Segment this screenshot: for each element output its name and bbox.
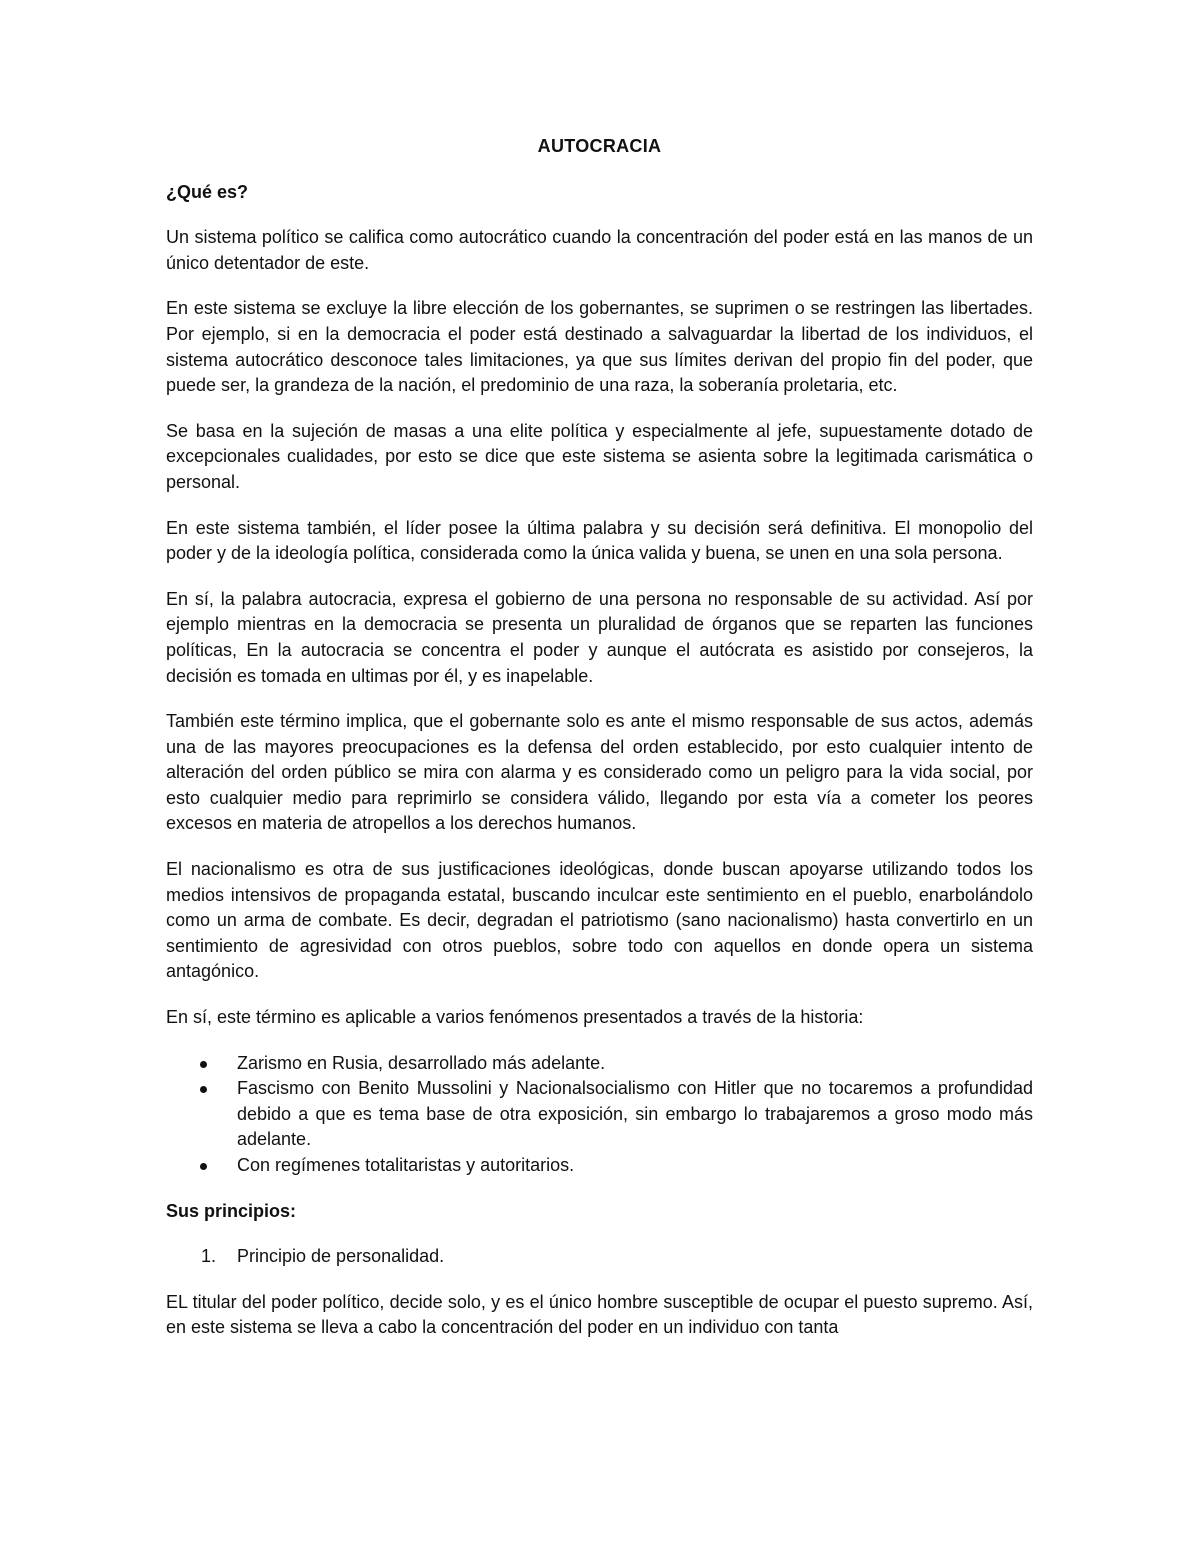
section-subtitle: ¿Qué es? xyxy=(166,181,249,202)
paragraph: En este sistema se excluye la libre elección de los gobernantes, se suprimen o se restringen las libertades. Por ejemplo, si en la democracia el poder está destinado a salvaguardar la libertad de los individuos, el sistema autocrático desconoce tales limitaciones, ya que sus límites derivan del propio fin del poder, que puede ser, la grandeza de la nación, el predominio de una raza, la soberanía proletaria, etc. xyxy=(166,298,1033,396)
paragraph: El nacionalismo es otra de sus justificaciones ideológicas, donde buscan apoyarse utilizando todos los medios intensivos de propaganda estatal, buscando inculcar este sentimiento en el pueblo, enarbolándolo como un arma de combate. Es decir, degradan el patriotismo (sano nacionalismo) hasta convertirlo en un sentimiento de agresividad con otros pueblos, sobre todo con aquellos en donde opera un sistema antagónico. xyxy=(166,859,1033,982)
item-number: 1. xyxy=(201,1246,217,1267)
paragraph: Un sistema político se califica como autocrático cuando la concentración del poder está en las manos de un único detentador de este. xyxy=(166,227,1033,273)
document-title: AUTOCRACIA xyxy=(537,136,662,156)
paragraph: En sí, la palabra autocracia, expresa el gobierno de una persona no responsable de su actividad. Así por ejemplo mientras en la democracia se presenta un pluralidad de órganos que se reparten las funciones políticas, En la autocracia se concentra el poder y aunque el autócrata es asistido por consejeros, la decisión es tomada en ultimas por él, y es inapelable. xyxy=(166,588,1033,686)
bullet-icon xyxy=(200,1061,207,1068)
list-item xyxy=(166,1153,1033,1179)
bullet-icon xyxy=(200,1163,207,1170)
document-page xyxy=(166,134,1033,1361)
paragraph: También este término implica, que el gobernante solo es ante el mismo responsable de sus actos, además una de las mayores preocupaciones es la defensa del orden establecido, por esto cualquier intento de alteración del orden público se mira con alarma y es considerado como un peligro para la vida social, por esto cualquier medio para reprimirlo se considera válido, llegando por esta vía a cometer los peores excesos en materia de atropellos a los derechos humanos. xyxy=(166,711,1033,834)
paragraph: En este sistema también, el líder posee la última palabra y su decisión será definitiva. El monopolio del poder y de la ideología política, considerada como la única valida y buena, se unen en una sola persona. xyxy=(166,517,1033,564)
list-item xyxy=(166,1051,1033,1077)
bullet-icon xyxy=(200,1086,207,1093)
bullet-list xyxy=(166,1051,1033,1179)
paragraph: Se basa en la sujeción de masas a una elite política y especialmente al jefe, supuestamente dotado de excepcionales cualidades, por esto se dice que este sistema se asienta sobre la legitimada carismática o personal. xyxy=(166,420,1033,492)
list-item-text: Con regímenes totalitaristas y autoritarios. xyxy=(237,1155,575,1175)
paragraph: EL titular del poder político, decide solo, y es el único hombre susceptible de ocupar el puesto supremo. Así, en este sistema se lleva a cabo la concentración del poder en un individuo con tanta xyxy=(166,1291,1033,1338)
list-item-text: Zarismo en Rusia, desarrollado más adelante. xyxy=(237,1052,606,1073)
list-item-text: Fascismo con Benito Mussolini y Nacionalsocialismo con Hitler que no tocaremos a profundidad debido a que es tema base de otra exposición, sin embargo lo trabajaremos a groso modo más adelante. xyxy=(237,1078,1033,1150)
numbered-item xyxy=(166,1244,1033,1270)
principles-heading: Sus principios: xyxy=(166,1200,297,1221)
paragraph: En sí, este término es aplicable a varios fenómenos presentados a través de la historia: xyxy=(166,1007,864,1028)
numbered-item-text: Principio de personalidad. xyxy=(237,1246,445,1267)
list-item xyxy=(166,1076,1033,1153)
numbered-list xyxy=(166,1244,1033,1270)
